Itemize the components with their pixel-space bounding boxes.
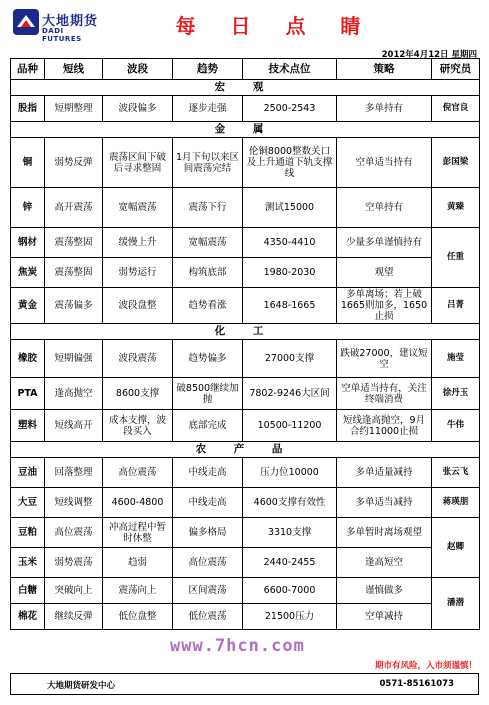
analyst-cell: 张云飞 (432, 458, 480, 488)
col-band: 波段 (103, 59, 173, 80)
cell: 1980-2030 (243, 258, 337, 288)
cell: 多单适当减持 (337, 488, 432, 518)
section-row (11, 324, 480, 340)
section-macro: 宏 观 (11, 80, 480, 96)
cell: 高位震荡 (45, 518, 103, 548)
section-row (11, 80, 480, 96)
analyst-cell: 黄臻 (432, 188, 480, 228)
cell: 跌破27000，建议短空 (337, 340, 432, 378)
cell: 震荡下行 (173, 188, 243, 228)
col-levels: 技术点位 (243, 59, 337, 80)
col-trend: 趋势 (173, 59, 243, 80)
cell: 成本支撑，波段买入 (103, 410, 173, 442)
cell: 趋弱 (103, 548, 173, 578)
col-analyst: 研究员 (432, 59, 480, 80)
cell: 4350-4410 (243, 228, 337, 258)
company-logo (12, 8, 104, 43)
cell: 铜 (11, 138, 45, 188)
table-row (11, 96, 480, 122)
risk-warning: 期市有风险，入市须谨慎！ (374, 661, 477, 671)
header-row (11, 59, 480, 80)
cell: 2500-2543 (243, 96, 337, 122)
cell: 高位震荡 (103, 458, 173, 488)
cell: 区间震荡 (173, 578, 243, 604)
cell: 空单持有 (337, 188, 432, 228)
section-agri: 农 产 品 (11, 442, 480, 458)
cell: 趋势偏多 (173, 340, 243, 378)
cell: 豆粕 (11, 518, 45, 548)
cell: 波段偏多 (103, 96, 173, 122)
logo-emblem-icon (12, 8, 40, 36)
cell: 低位盘整 (103, 604, 173, 630)
analyst-cell: 潘潜 (432, 578, 480, 630)
col-strategy: 策略 (337, 59, 432, 80)
cell: 大豆 (11, 488, 45, 518)
cell: 继续反弹 (45, 604, 103, 630)
cell: 短线调整 (45, 488, 103, 518)
cell: 短期整理 (45, 96, 103, 122)
cell: 高位震荡 (173, 548, 243, 578)
cell: 宽幅震荡 (103, 188, 173, 228)
col-variety: 品种 (11, 59, 45, 80)
cell: 棉花 (11, 604, 45, 630)
table-row (11, 340, 480, 378)
table-row (11, 518, 480, 548)
cell: 白糖 (11, 578, 45, 604)
cell: 震荡整固 (45, 228, 103, 258)
cell: 空单适当持有 (337, 138, 432, 188)
cell: 趋势看涨 (173, 288, 243, 324)
cell: 空单适当持有，关注终端消费 (337, 378, 432, 410)
table-row (11, 488, 480, 518)
section-row (11, 122, 480, 138)
cell: 21500压力 (243, 604, 337, 630)
cell: 27000支撑 (243, 340, 337, 378)
cell: 8600支撑 (103, 378, 173, 410)
page-title: 每 日 点 睛 (175, 14, 375, 38)
cell: 震荡偏多 (45, 288, 103, 324)
footer-phone: 0571-85161073 (379, 679, 454, 689)
cell: 3310支撑 (243, 518, 337, 548)
cell: 偏多格局 (173, 518, 243, 548)
cell: 震荡整固 (45, 258, 103, 288)
cell: 短线逢高抛空，9月合约11000止损 (337, 410, 432, 442)
analyst-cell: 徐丹玉 (432, 378, 480, 410)
table-row (11, 604, 480, 630)
cell: 短期偏强 (45, 340, 103, 378)
cell: PTA (11, 378, 45, 410)
analyst-cell: 施莹 (432, 340, 480, 378)
cell: 1648-1665 (243, 288, 337, 324)
cell: 1月下旬以来区间震荡完结 (173, 138, 243, 188)
table-row (11, 188, 480, 228)
cell: 逐步走强 (173, 96, 243, 122)
cell: 豆油 (11, 458, 45, 488)
cell: 波段震荡 (103, 340, 173, 378)
section-row (11, 442, 480, 458)
cell: 锌 (11, 188, 45, 228)
cell: 弱势反弹 (45, 138, 103, 188)
table-row (11, 458, 480, 488)
cell: 玉米 (11, 548, 45, 578)
footer-center-name: 大地期货研发中心 (47, 681, 116, 691)
cell: 底部完成 (173, 410, 243, 442)
logo-name-en: DADI FUTURES (42, 27, 82, 43)
table-row (11, 548, 480, 578)
table-row (11, 410, 480, 442)
cell: 股指 (11, 96, 45, 122)
cell: 少量多单谨慎持有 (337, 228, 432, 258)
cell: 测试15000 (243, 188, 337, 228)
cell: 压力位10000 (243, 458, 337, 488)
analyst-cell: 任重 (432, 228, 480, 288)
cell: 多单暂时离场观望 (337, 518, 432, 548)
cell: 2440-2455 (243, 548, 337, 578)
analyst-cell: 彭国梁 (432, 138, 480, 188)
cell: 逢高抛空 (45, 378, 103, 410)
logo-name-cn: 大地期货 (42, 14, 99, 29)
cell: 弱势运行 (103, 258, 173, 288)
cell: 中线走高 (173, 488, 243, 518)
cell: 宽幅震荡 (173, 228, 243, 258)
col-short: 短线 (45, 59, 103, 80)
cell: 短线高开 (45, 410, 103, 442)
report-date: 2012年4月12日 星期四 (381, 50, 477, 60)
cell: 多单离场；若上破1665则加多，1650止损 (337, 288, 432, 324)
cell: 观望 (337, 258, 432, 288)
cell: 钢材 (11, 228, 45, 258)
market-table (10, 58, 480, 630)
cell: 焦炭 (11, 258, 45, 288)
footer (10, 673, 479, 695)
analyst-cell: 吕菁 (432, 288, 480, 324)
cell: 回落整理 (45, 458, 103, 488)
cell: 多单适量减持 (337, 458, 432, 488)
cell: 冲高过程中暂时休整 (103, 518, 173, 548)
table-row (11, 378, 480, 410)
cell: 低位震荡 (173, 604, 243, 630)
cell: 空单减持 (337, 604, 432, 630)
analyst-cell: 赵卿 (432, 518, 480, 578)
table-row (11, 138, 480, 188)
cell: 谨慎做多 (337, 578, 432, 604)
cell: 高开震荡 (45, 188, 103, 228)
cell: 伦铜8000整数关口及上升通道下轨支撑线 (243, 138, 337, 188)
cell: 构筑底部 (173, 258, 243, 288)
table-row (11, 258, 480, 288)
cell: 中线走高 (173, 458, 243, 488)
cell: 震荡向上 (103, 578, 173, 604)
cell: 黄金 (11, 288, 45, 324)
section-chem: 化 工 (11, 324, 480, 340)
cell: 破8500继续加抛 (173, 378, 243, 410)
table-row (11, 228, 480, 258)
cell: 多单持有 (337, 96, 432, 122)
table-row (11, 288, 480, 324)
cell: 弱势震荡 (45, 548, 103, 578)
watermark-text: www.7hcn.com (170, 636, 305, 656)
analyst-cell: 牛伟 (432, 410, 480, 442)
cell: 7802-9246大区间 (243, 378, 337, 410)
cell: 10500-11200 (243, 410, 337, 442)
cell: 逢高短空 (337, 548, 432, 578)
cell: 橡胶 (11, 340, 45, 378)
cell: 4600-4800 (103, 488, 173, 518)
cell: 波段盘整 (103, 288, 173, 324)
cell: 4600支撑有效性 (243, 488, 337, 518)
analyst-cell: 蒋瑛朋 (432, 488, 480, 518)
table-row (11, 578, 480, 604)
analyst-cell: 倪官良 (432, 96, 480, 122)
cell: 突破向上 (45, 578, 103, 604)
cell: 6600-7000 (243, 578, 337, 604)
cell: 缓慢上升 (103, 228, 173, 258)
cell: 震荡区间下破后寻求整固 (103, 138, 173, 188)
section-metals: 金 属 (11, 122, 480, 138)
cell: 塑料 (11, 410, 45, 442)
